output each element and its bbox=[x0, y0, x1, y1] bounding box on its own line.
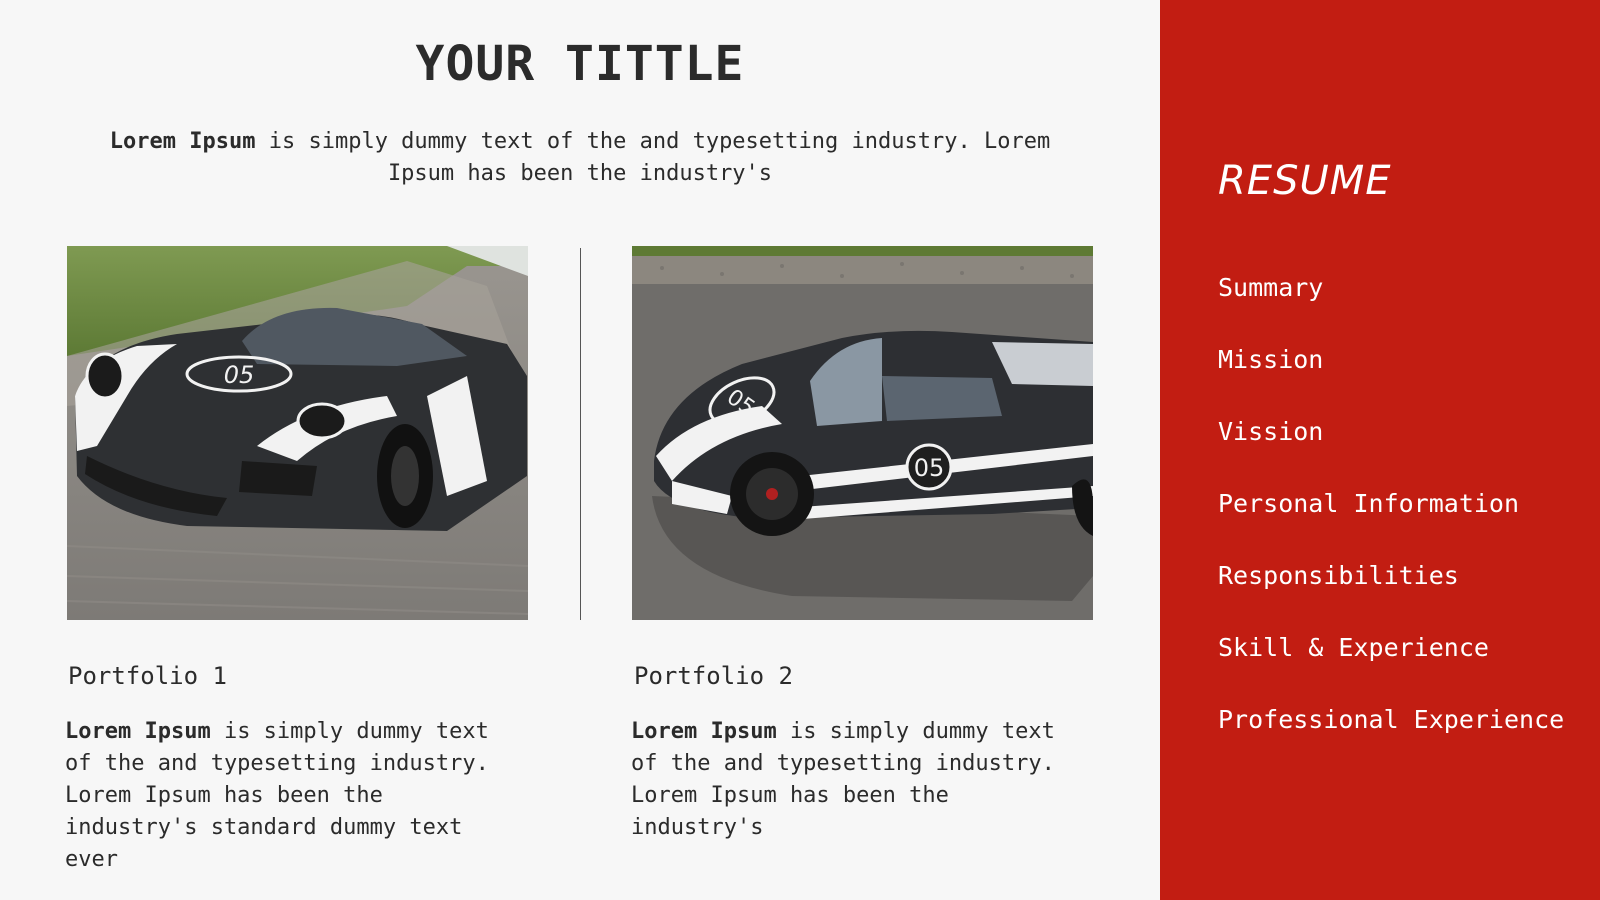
portfolio-1-desc-body: is simply dummy text of the and typesetting industry. Lorem Ipsum has been the industry's standard dummy text ever bbox=[65, 719, 489, 872]
portfolio-2-desc-bold: Lorem Ipsum bbox=[631, 719, 777, 744]
resume-sidebar bbox=[1160, 0, 1600, 900]
portfolio-divider bbox=[580, 248, 581, 620]
portfolio-2-image bbox=[632, 246, 1093, 620]
menu-item-personal-information[interactable]: Personal Information bbox=[1218, 489, 1520, 518]
resume-heading: RESUME bbox=[1218, 158, 1392, 204]
menu-item-professional-experience[interactable]: Professional Experience bbox=[1218, 705, 1565, 734]
menu-item-responsibilities[interactable]: Responsibilities bbox=[1218, 561, 1459, 590]
menu-item-skill-experience[interactable]: Skill & Experience bbox=[1218, 633, 1489, 662]
portfolio-1-desc-bold: Lorem Ipsum bbox=[65, 719, 211, 744]
portfolio-1-image bbox=[67, 246, 528, 620]
portfolio-2-description bbox=[631, 716, 1091, 844]
portfolio-2-door-number: 05 bbox=[913, 454, 945, 482]
menu-item-summary[interactable]: Summary bbox=[1218, 273, 1324, 302]
intro-body: is simply dummy text of the and typesetting industry. Lorem Ipsum has been the industry's bbox=[255, 129, 1051, 186]
portfolio-2-caption: Portfolio 2 bbox=[634, 662, 793, 690]
menu-item-mission[interactable]: Mission bbox=[1218, 345, 1324, 374]
portfolio-1-description bbox=[65, 716, 525, 876]
intro-bold: Lorem Ipsum bbox=[109, 129, 256, 154]
portfolio-2-desc-body: is simply dummy text of the and typesetting industry. Lorem Ipsum has been the industry's bbox=[631, 719, 1055, 840]
menu-item-vission[interactable]: Vission bbox=[1218, 417, 1324, 446]
portfolio-2-hood-number: 05 bbox=[721, 384, 760, 422]
intro-text bbox=[90, 126, 1070, 190]
portfolio-1-car-number: 05 bbox=[223, 361, 255, 389]
page-title: YOUR TITTLE bbox=[415, 36, 745, 92]
portfolio-1-caption: Portfolio 1 bbox=[68, 662, 227, 690]
resume-menu bbox=[1218, 268, 1564, 772]
